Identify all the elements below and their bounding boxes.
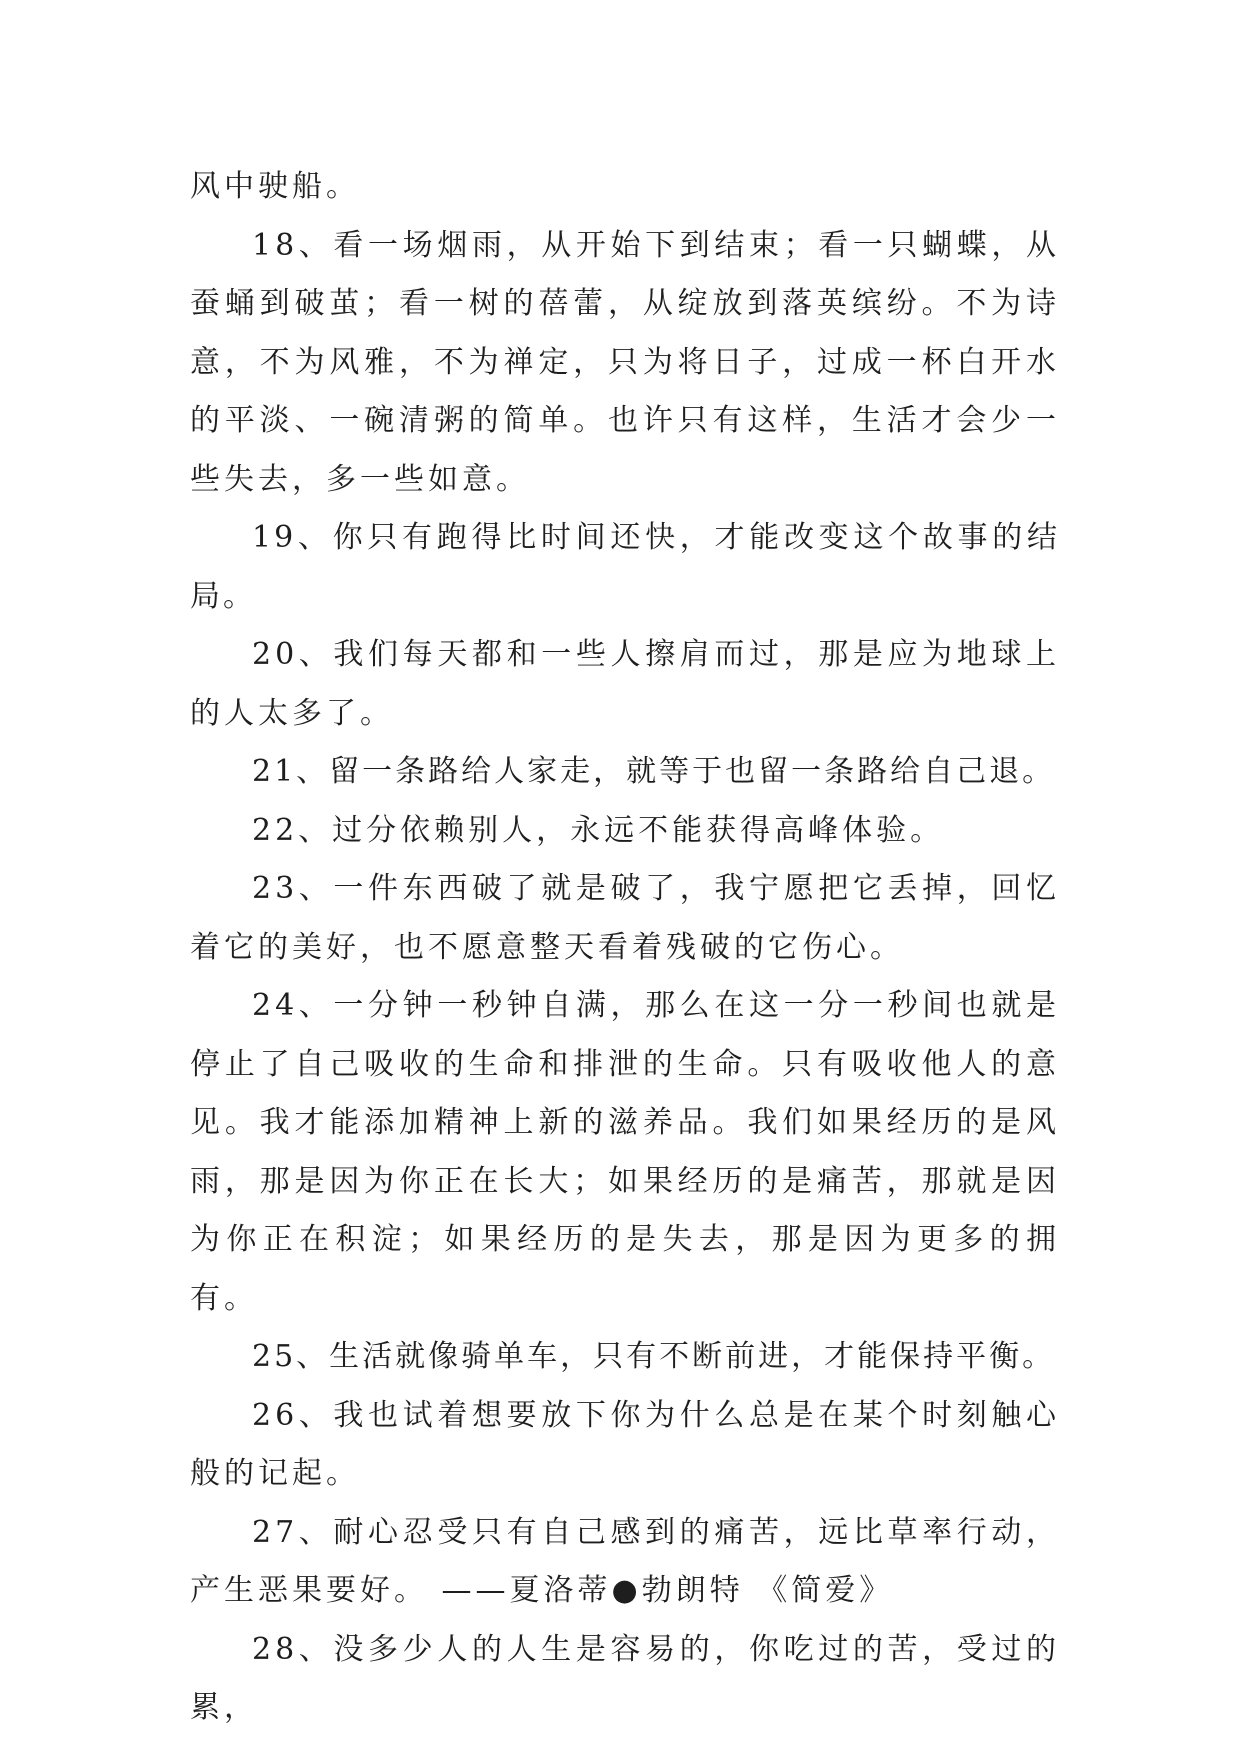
paragraph-27: 27、耐心忍受只有自己感到的痛苦，远比草率行动，产生恶果要好。 ——夏洛蒂●勃朗特 《简爱》 [190, 1514, 1060, 1608]
paragraph-26: 26、我也试着想要放下你为什么总是在某个时刻触心般的记起。 [190, 1397, 1060, 1491]
paragraph-24: 24、一分钟一秒钟自满，那么在这一分一秒间也就是停止了自己吸收的生命和排泄的生命。只有吸收他人的意见。我才能添加精神上新的滋养品。我们如果经历的是风雨，那是因为你正在长大；如果经历的是痛苦，那就是因为你正在积淀；如果经历的是失去，那是因为更多的拥有。 [190, 988, 1060, 1316]
paragraph-19: 19、你只有跑得比时间还快，才能改变这个故事的结局。 [190, 520, 1060, 614]
paragraph-continuation: 风中驶船。 [190, 169, 360, 204]
paragraph-20: 20、我们每天都和一些人擦肩而过，那是应为地球上的人太多了。 [190, 637, 1060, 731]
body-text [190, 158, 1060, 1738]
paragraph-25: 25、生活就像骑单车，只有不断前进，才能保持平衡。 [252, 1339, 1056, 1374]
paragraph-21: 21、留一条路给人家走，就等于也留一条路给自己退。 [252, 754, 1056, 789]
paragraph-22: 22、过分依赖别人，永远不能获得高峰体验。 [252, 812, 945, 848]
paragraph-28: 28、没多少人的人生是容易的，你吃过的苦，受过的累， [190, 1631, 1060, 1725]
paragraph-23: 23、一件东西破了就是破了，我宁愿把它丢掉，回忆着它的美好，也不愿意整天看着残破的它伤心。 [190, 871, 1060, 965]
paragraph-18: 18、看一场烟雨，从开始下到结束；看一只蝴蝶，从蚕蛹到破茧；看一树的蓓蕾，从绽放到落英缤纷。不为诗意，不为风雅，不为禅定，只为将日子，过成一杯白开水的平淡、一碗清粥的简单。也许只有这样，生活才会少一些失去，多一些如意。 [190, 227, 1060, 497]
